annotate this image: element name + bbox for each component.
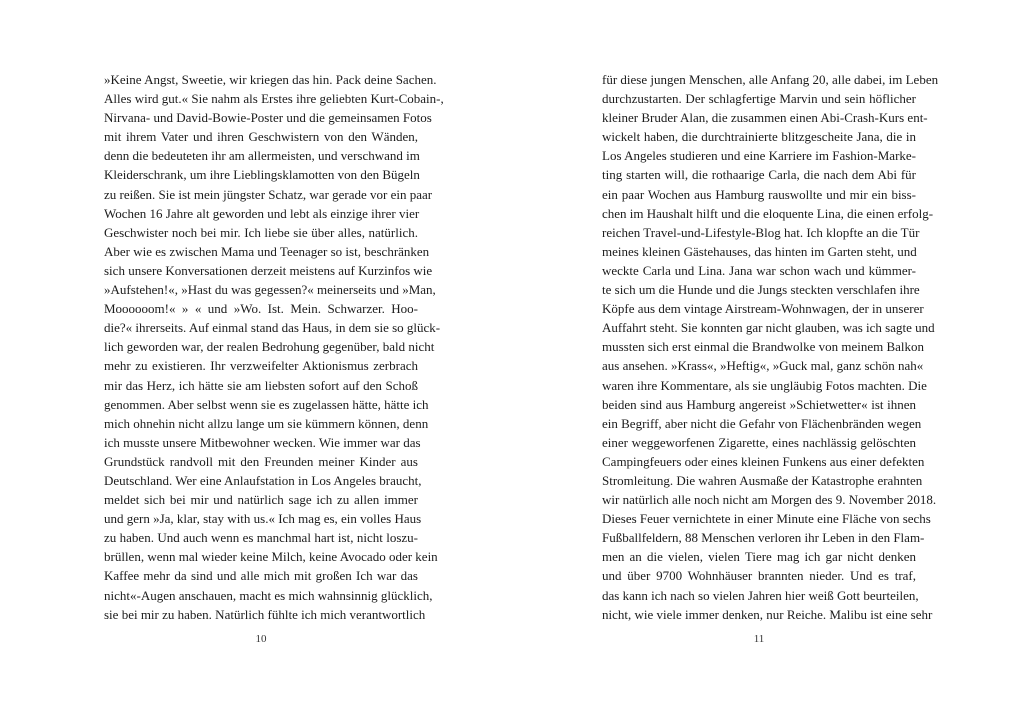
text-line: »Keine Angst, Sweetie, wir kriegen das hin. Pack deine Sachen. — [104, 72, 437, 87]
text-line: Aber wie es zwischen Mama und Teenager so ist, beschränken — [104, 243, 430, 259]
text-line: das kann ich nach so vielen Jahren hier weiß Gott beurteilen, — [602, 587, 919, 603]
text-line: wickelt haben, die durchtrainierte blitzgescheite Jana, die in — [602, 129, 916, 145]
text-line: die?« ihrerseits. Auf einmal stand das Haus, in dem sie so glück- — [104, 320, 441, 336]
text-line: ein paar Wochen aus Hamburg rauswollte und mir ein biss- — [602, 186, 916, 202]
text-line: te sich um die Hunde und die Jungs steckten verschlafen ihre — [602, 282, 920, 298]
right-page-number: 11 — [753, 633, 765, 645]
text-line: zu haben. Und auch wenn es manchmal hart ist, nicht loszu- — [104, 530, 418, 546]
text-line: mussten sich erst einmal die Brandwolke von meinem Balkon — [602, 339, 925, 355]
text-line: reichen Travel-und-Lifestyle-Blog hat. Ich klopfte an die Tür — [602, 224, 920, 240]
text-line: sich unsere Konversationen derzeit meistens auf Kurzinfos wie — [104, 262, 433, 278]
text-line: mehr zu existieren. Ihr verzweifelter Aktionismus zerbrach — [104, 358, 418, 374]
text-line: Stromleitung. Die wahren Ausmaße der Katastrophe erahnten — [602, 472, 923, 488]
text-line: aus ansehen. »Krass«, »Heftig«, »Guck mal, ganz schön nah« — [602, 358, 924, 374]
text-line: und gern »Ja, klar, stay with us.« Ich mag es, ein volles Haus — [104, 511, 422, 527]
text-line: Köpfe aus dem vintage Airstream-Wohnwagen, der in unserer — [602, 301, 924, 317]
text-line: Kleiderschrank, um ihre Lieblingsklamotten von den Bügeln — [104, 167, 420, 183]
text-line: chen im Haushalt hilft und die eloquente Lina, die einen erfolg- — [602, 205, 934, 221]
text-line: wir natürlich alle noch nicht am Morgen des 9. November 2018. — [602, 492, 937, 508]
text-line: Los Angeles studieren und eine Karriere im Fashion-Marke- — [602, 148, 916, 164]
text-line: men an die vielen, vielen Tiere mag ich gar nicht denken — [602, 549, 916, 565]
text-line: durchzustarten. Der schlagfertige Marvin und sein höflicher — [602, 91, 916, 107]
text-line: lich geworden war, der realen Bedrohung gegenüber, bald nicht — [104, 339, 435, 355]
text-line: waren ihre Kommentare, als sie ungläubig Fotos machten. Die — [602, 377, 927, 393]
text-line: Campingfeuers oder eines kleinen Funkens aus einer defekten — [602, 453, 925, 469]
text-line: zu reißen. Sie ist mein jüngster Schatz, war gerade vor ein paar — [104, 186, 433, 202]
text-line: Alles wird gut.« Sie nahm als Erstes ihre geliebten Kurt-Cobain-, — [104, 91, 444, 107]
text-line: und über 9700 Wohnhäuser brannten nieder. Und es traf, — [602, 568, 916, 584]
right-page-text — [602, 70, 939, 624]
text-line: Grundstück randvoll mit den Freunden meiner Kinder aus — [104, 453, 418, 469]
text-line: Deutschland. Wer eine Anlaufstation in Los Angeles braucht, — [104, 472, 422, 488]
text-line: meldet sich bei mir und natürlich sage ich zu allen immer — [104, 492, 418, 508]
text-line: Moooooom!« » « und »Wo. Ist. Mein. Schwarzer. Hoo- — [104, 301, 418, 317]
text-line: Dieses Feuer vernichtete in einer Minute eine Fläche von sechs — [602, 511, 931, 527]
text-line: nicht, wie viele immer denken, nur Reiche. Malibu ist eine sehr — [602, 606, 933, 622]
text-line: Nirvana- und David-Bowie-Poster und die gemeinsamen Fotos — [104, 110, 432, 126]
text-line: Kaffee mehr da sind und alle mich mit großen Ich war das — [104, 568, 418, 584]
text-line: ein Begriff, aber nicht die Gefahr von Flächenbränden wegen — [602, 415, 922, 431]
text-line: mich ohnehin nicht allzu lange um sie kümmern können, denn — [104, 415, 429, 431]
left-page-number: 10 — [255, 633, 267, 645]
text-line: mir das Herz, ich hätte sie am liebsten sofort auf den Schoß — [104, 377, 418, 393]
text-line: Geschwister noch bei mir. Ich liebe sie über alles, natürlich. — [104, 224, 418, 240]
text-line: meines kleinen Gästehauses, das hinten im Garten steht, und — [602, 243, 917, 259]
text-line: Fußballfeldern, 88 Menschen verloren ihr Leben in den Flam- — [602, 530, 925, 546]
text-line: einer weggeworfenen Zigarette, eines nachlässig gelöschten — [602, 434, 916, 450]
text-line: für diese jungen Menschen, alle Anfang 20, alle dabei, im Leben — [602, 72, 939, 87]
text-line: beiden sind aus Hamburg angereist »Schietwetter« ist ihnen — [602, 396, 916, 412]
text-line: weckte Carla und Lina. Jana war schon wach und kümmer- — [602, 262, 916, 278]
text-line: sie bei mir zu haben. Natürlich fühlte ich mich verantwortlich — [104, 606, 426, 622]
text-line: ich musste unsere Mitbewohner wecken. Wie immer war das — [104, 434, 421, 450]
text-line: ting starten will, die rothaarige Carla, die nach dem Abi für — [602, 167, 916, 183]
text-line: Wochen 16 Jahre alt geworden und lebt als einzige ihrer vier — [104, 205, 420, 221]
text-line: denn die bedeuteten ihr am allermeisten, und verschwand im — [104, 148, 420, 164]
text-line: genommen. Aber selbst wenn sie es zugelassen hätte, hätte ich — [104, 396, 429, 412]
text-line: Auffahrt steht. Sie konnten gar nicht glauben, was ich sagte und — [602, 320, 935, 336]
left-page-text — [104, 70, 444, 624]
text-line: mit ihrem Vater und ihren Geschwistern von den Wänden, — [104, 129, 418, 145]
text-line: kleiner Bruder Alan, die zusammen einen Abi-Crash-Kurs ent- — [602, 110, 928, 126]
text-line: nicht«-Augen anschauen, macht es mich wahnsinnig glücklich, — [104, 587, 433, 603]
text-line: »Aufstehen!«, »Hast du was gegessen?« meinerseits und »Man, — [104, 282, 436, 298]
text-line: brüllen, wenn mal wieder keine Milch, keine Avocado oder kein — [104, 549, 438, 565]
right-page — [510, 0, 1020, 721]
